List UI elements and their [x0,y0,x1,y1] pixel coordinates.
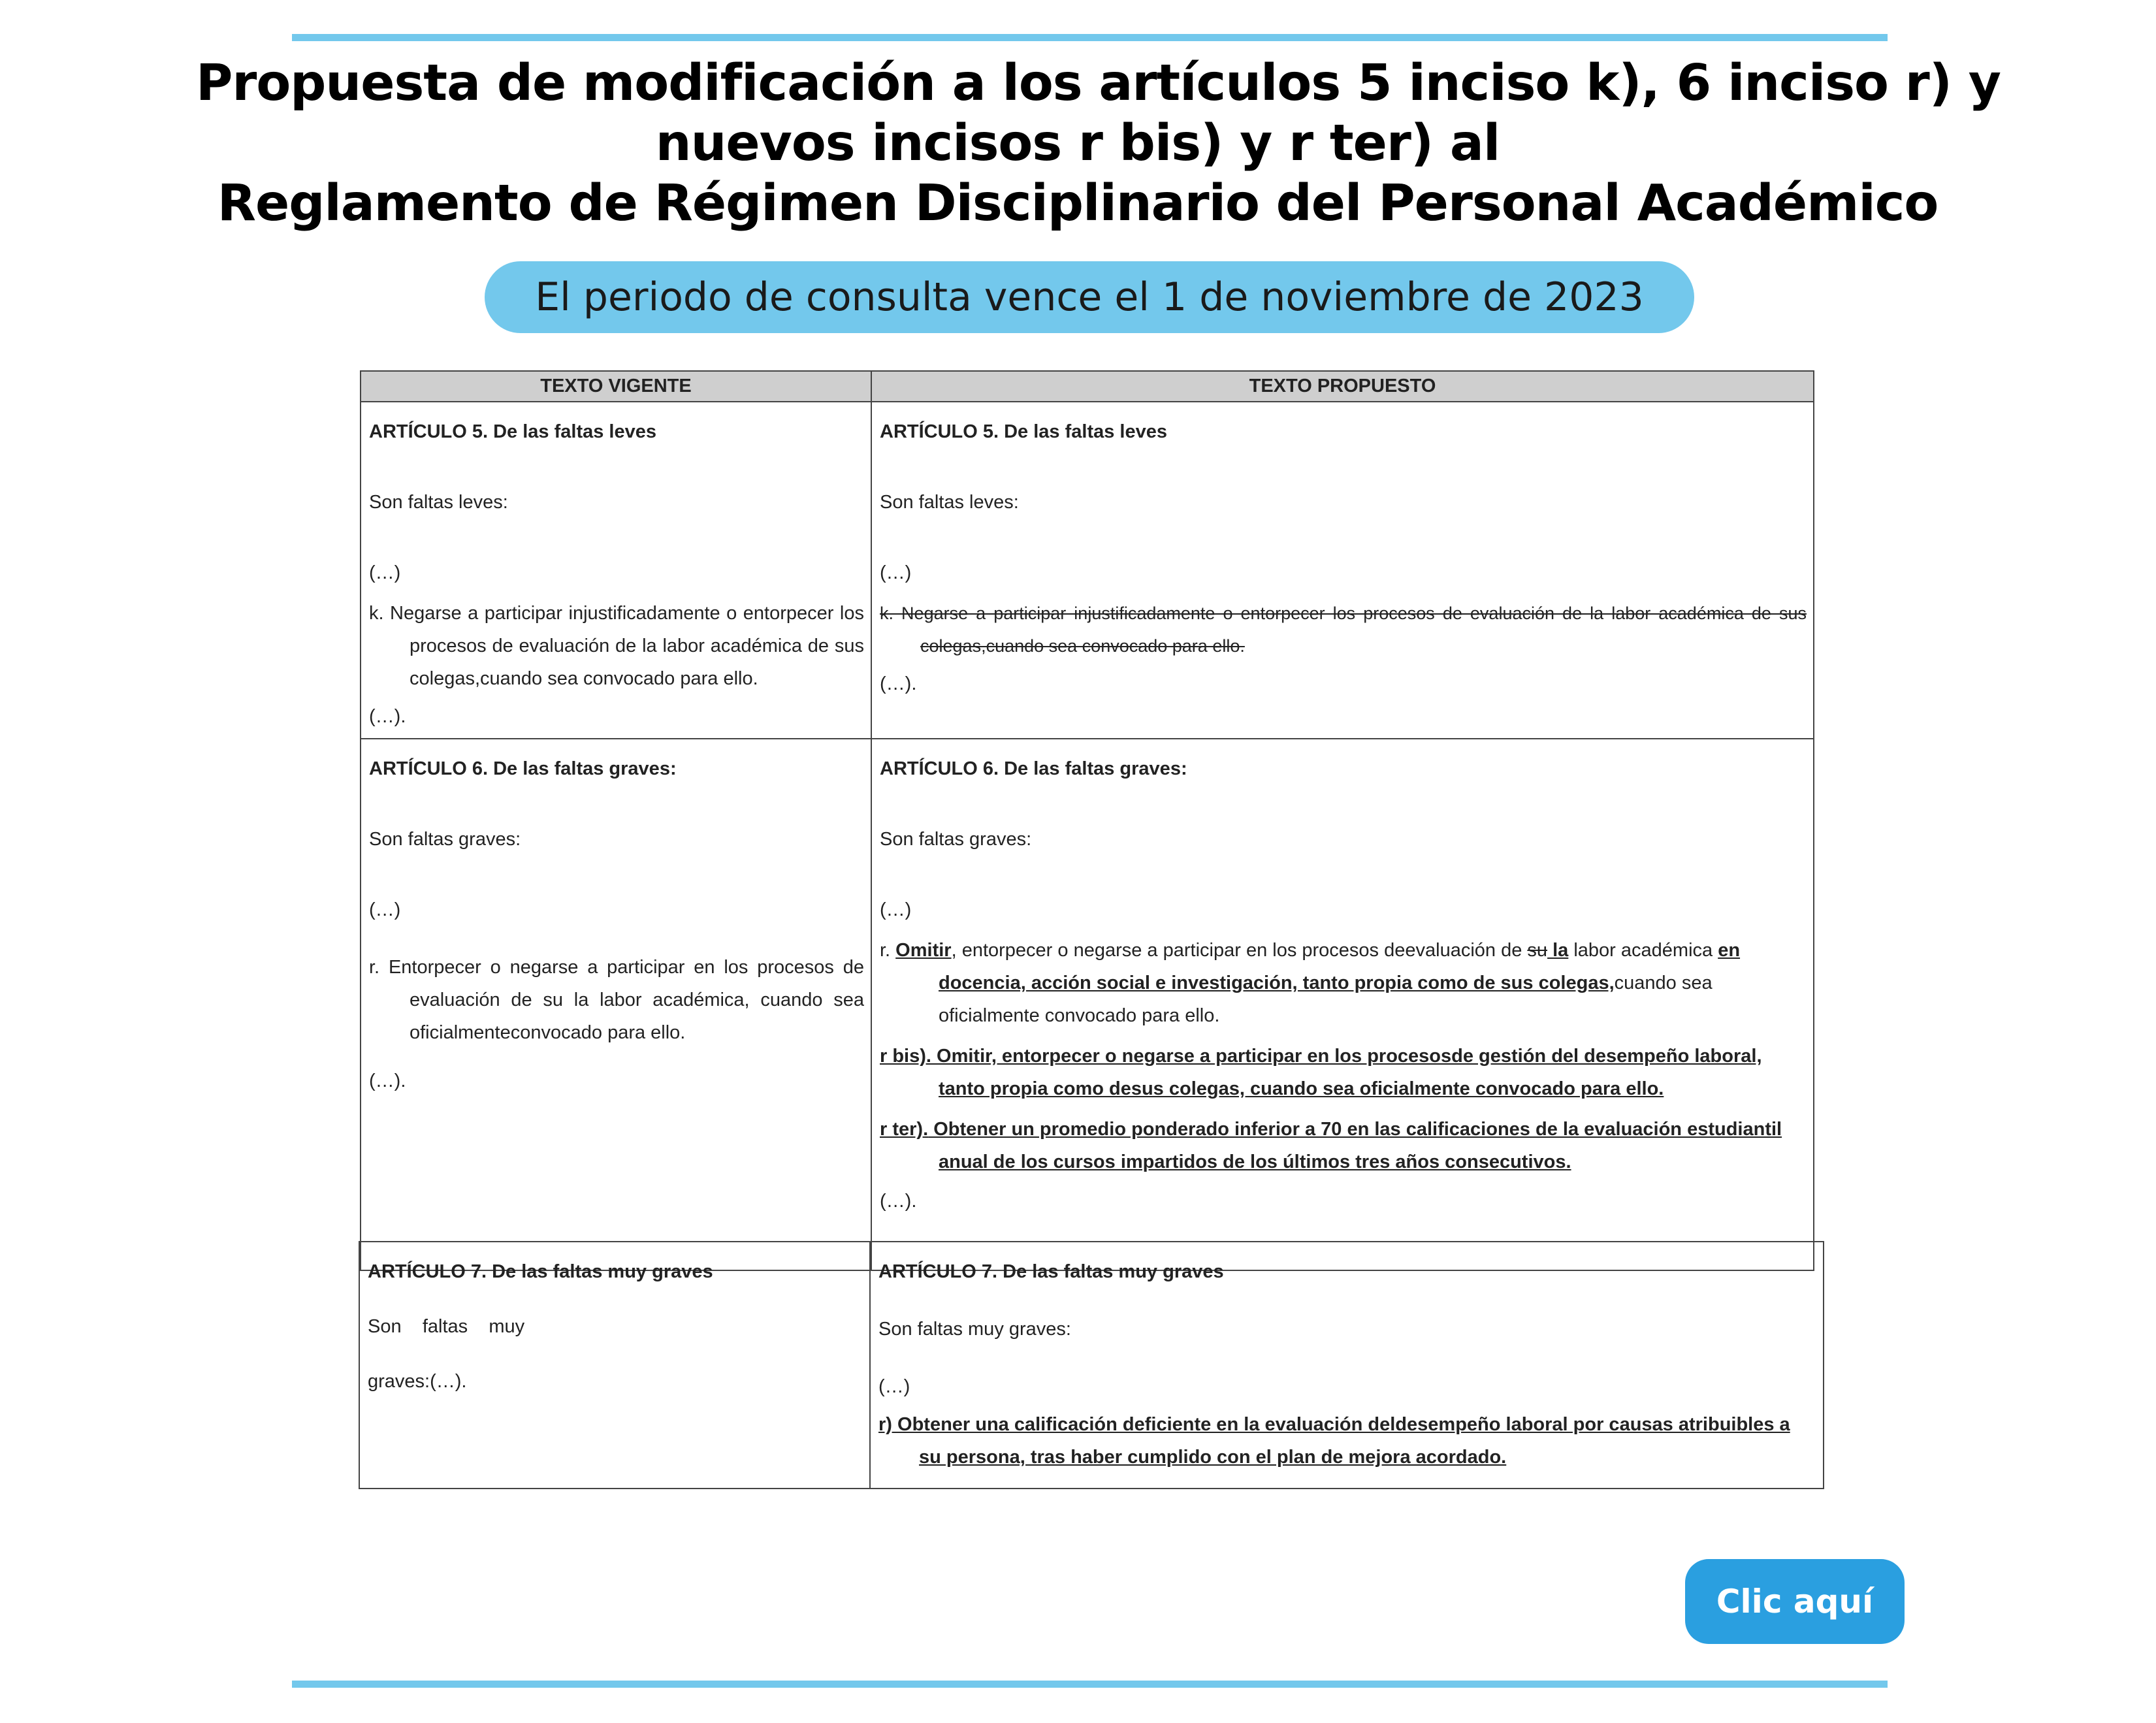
rbis-label: r bis) [880,1046,926,1067]
rter-label: r ter). [880,1119,929,1140]
art6-vigente-r: r. Entorpecer o negarse a participar en los procesos de evaluación de su la labor académica, cuando sea oficialmenteconvocado para ello. [369,957,864,1043]
art7-r-label: r) [878,1414,892,1435]
art7-propuesto-cell [870,1242,1824,1489]
art5-intro-prop: Son faltas leves: [880,492,1019,513]
art7-propuesto-r [878,1408,1816,1473]
title-line-3: Reglamento de Régimen Disciplinario del Personal Académico [217,174,1939,233]
art5-propuesto-cell [871,402,1814,739]
art7-vigente-intro-2: graves:(…). [368,1371,467,1392]
art6-propuesto-cell [871,739,1814,1270]
art5-vigente-k: k. Negarse a participar injustificadamente o entorpecer los procesos de evaluación de la labor académica de sus colegas,cuando sea convocado para ello. [369,603,864,689]
art6-propuesto-rter [880,1113,1807,1178]
art5-ellipsis-end: (…). [369,706,406,727]
rbis-text: . Omitir, entorpecer o negarse a participar en los procesosde gestión del desempeño laboral, tanto propia como desus colegas, cuando sea oficialmente convocado para ello. [925,1046,1762,1099]
art7-vigente-cell [359,1242,870,1489]
r-text-2: labor académica [1568,940,1718,961]
art5-propuesto-k-struck: k. Negarse a participar injustificadamente o entorpecer los procesos de evaluación de la labor académica de sus colegas,cuando sea convocado para ello. [880,604,1807,656]
art6-propuesto-r [880,934,1807,1032]
r-struck-su: su [1527,940,1548,961]
art6-vigente-cell [361,739,871,1270]
art6-ellipsis: (…) [369,899,401,920]
art5-heading-prop: ARTÍCULO 5. De las faltas leves [880,421,1167,442]
art6-ellipsis-end-prop: (…). [880,1191,917,1212]
title-line-1: Propuesta de modificación a los artículos 5 inciso k), 6 inciso r) y [196,54,2001,112]
art6-intro: Son faltas graves: [369,829,521,850]
comparison-table [360,370,1814,1271]
bottom-accent-rule [292,1681,1888,1688]
title-line-2: nuevos incisos r bis) y r ter) al [655,114,1500,172]
comparison-table-art7 [359,1241,1824,1489]
art6-ellipsis-prop: (…) [880,899,912,920]
art5-intro: Son faltas leves: [369,492,508,513]
deadline-banner: El periodo de consulta vence el 1 de noviembre de 2023 [485,261,1694,333]
art5-ellipsis: (…) [369,562,401,583]
r-text-3: cuando sea oficialmente convocado para ello. [939,973,1713,1026]
art7-ellipsis-prop: (…) [878,1376,910,1397]
art7-r-text: Obtener una calificación deficiente en la evaluación deldesempeño laboral por causas atribuibles a su persona, tras haber cumplido con el plan de mejora acordado. [892,1414,1790,1468]
r-added-scope: en docencia, acción social e investigación, tanto propia como de sus colegas, [939,940,1741,993]
art5-ellipsis-prop: (…) [880,562,912,583]
art7-intro-prop: Son faltas muy graves: [878,1319,1071,1340]
header-texto-vigente: TEXTO VIGENTE [361,371,871,402]
r-text: , entorpecer o negarse a participar en los procesos deevaluación de [951,940,1528,961]
art6-heading: ARTÍCULO 6. De las faltas graves: [369,758,677,779]
r-added-la: la [1547,940,1569,961]
top-accent-rule [292,34,1888,41]
page-title [196,54,2001,234]
art5-vigente-cell [361,402,871,739]
art6-heading-prop: ARTÍCULO 6. De las faltas graves: [880,758,1187,779]
rter-text: Obtener un promedio ponderado inferior a 70 en las calificaciones de la evaluación estudiantil anual de los cursos impartidos de los últimos tres años consecutivos. [928,1119,1782,1172]
clic-aqui-button[interactable]: Clic aquí [1685,1559,1905,1644]
art6-intro-prop: Son faltas graves: [880,829,1032,850]
header-texto-propuesto: TEXTO PROPUESTO [871,371,1814,402]
art6-ellipsis-end: (…). [369,1071,406,1091]
art7-heading-prop: ARTÍCULO 7. De las faltas muy graves [878,1261,1224,1282]
art5-heading: ARTÍCULO 5. De las faltas leves [369,421,656,442]
art7-vigente-intro-1: Son faltas muy [368,1316,525,1337]
art6-propuesto-rbis [880,1040,1807,1105]
r-label: r. [880,940,896,961]
r-omitir: Omitir [895,940,952,961]
art7-heading: ARTÍCULO 7. De las faltas muy graves [368,1261,713,1282]
art5-ellipsis-end-prop: (…). [880,673,917,694]
